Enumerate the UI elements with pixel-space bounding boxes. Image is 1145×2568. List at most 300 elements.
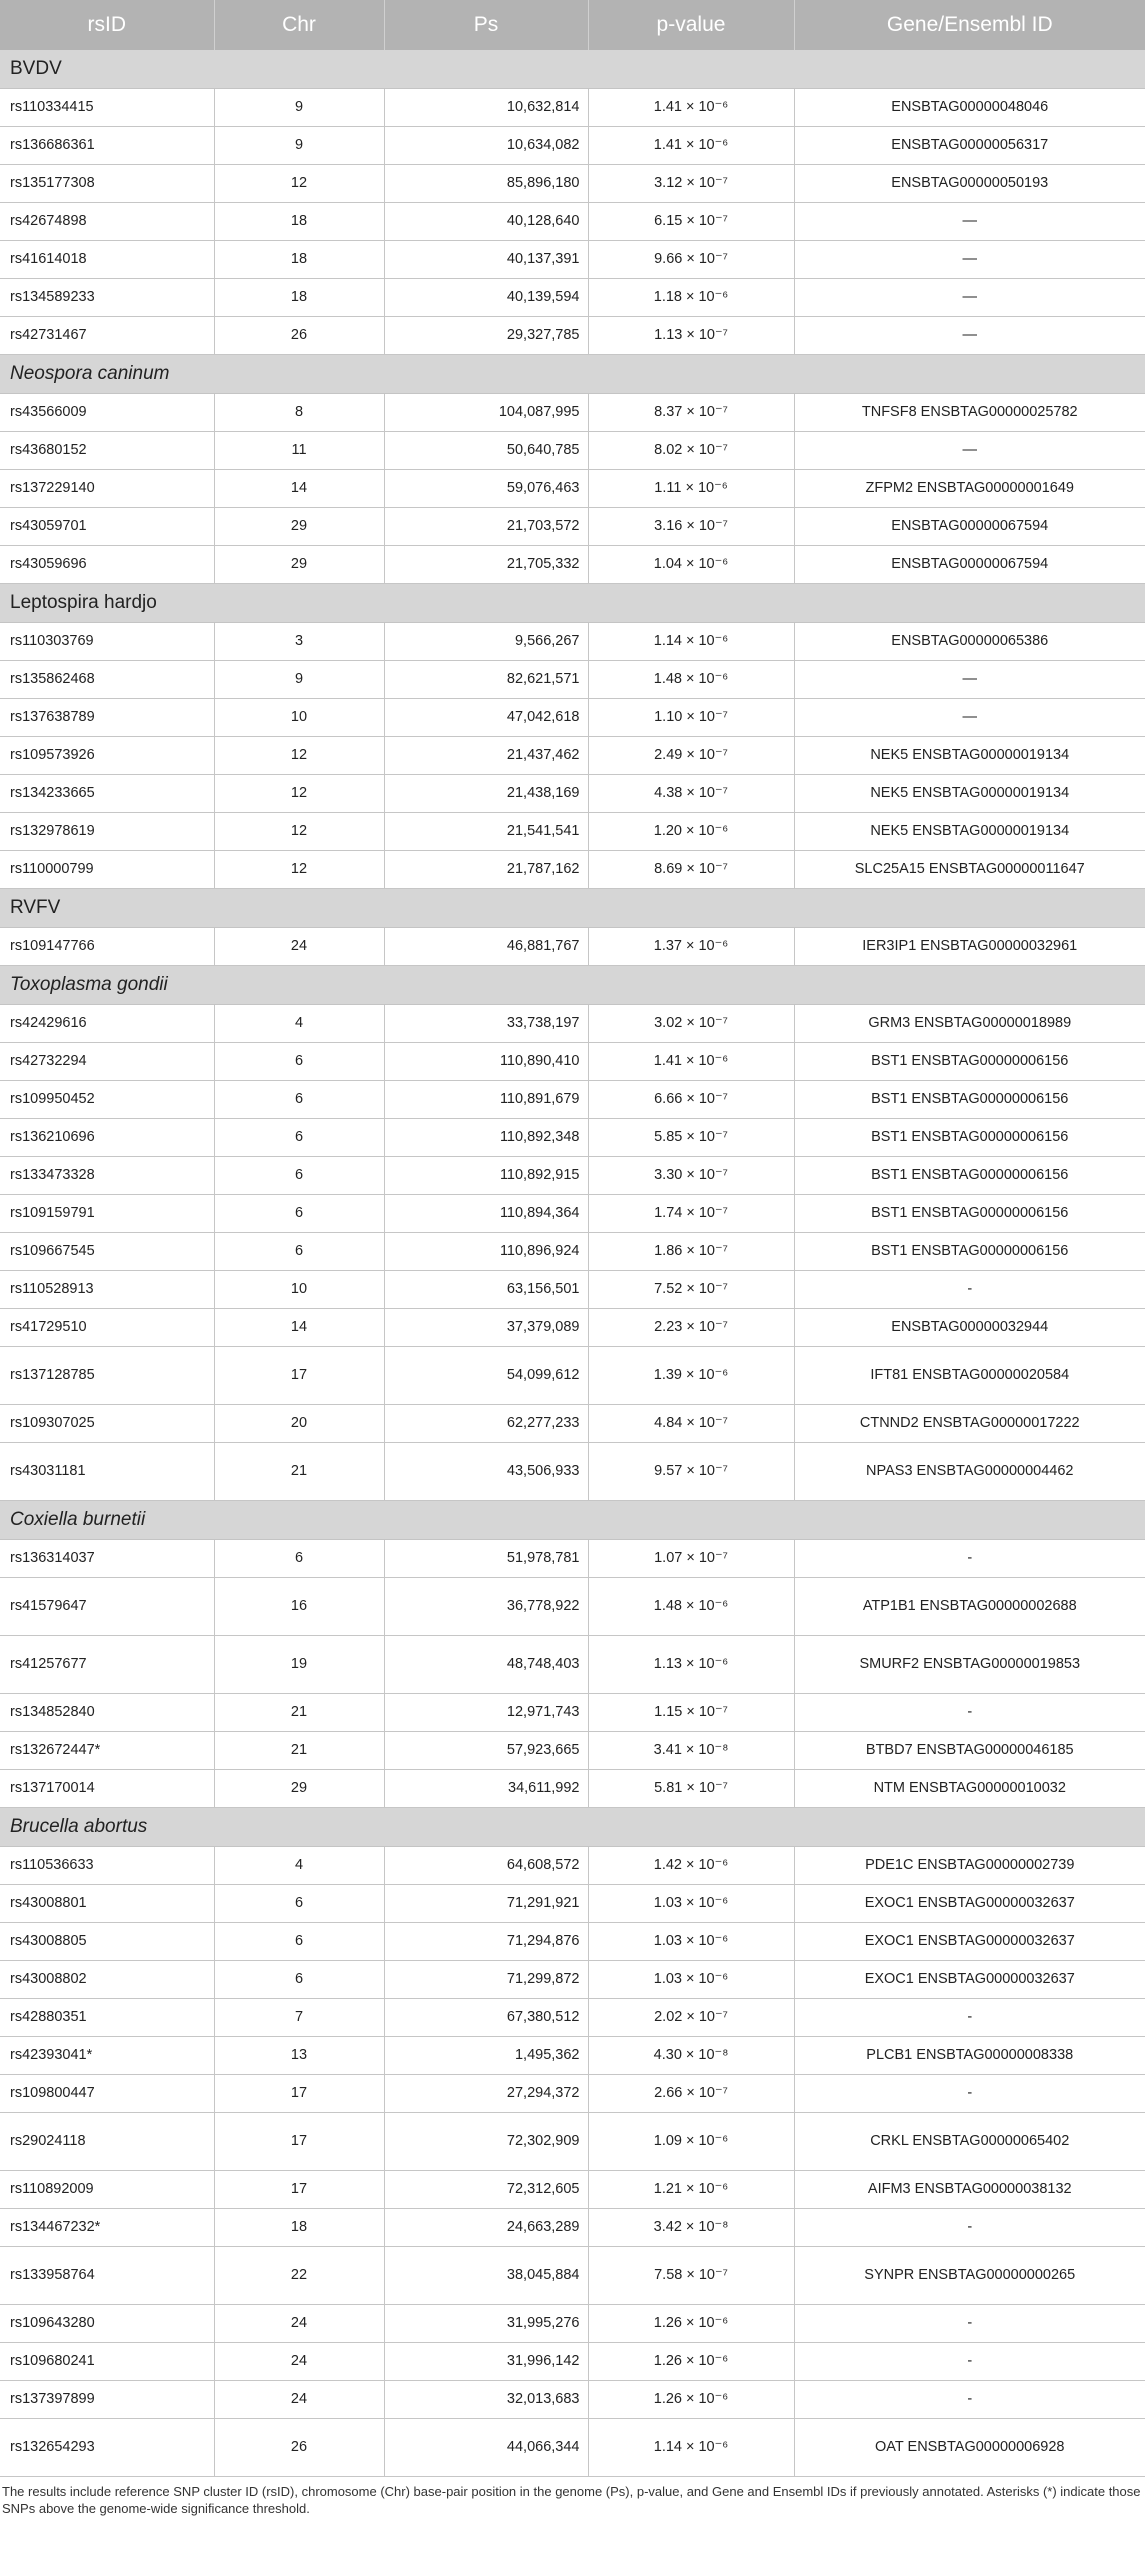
rsid-cell: rs132978619 xyxy=(0,813,214,851)
rsid-cell: rs41729510 xyxy=(0,1309,214,1347)
ps-cell: 27,294,372 xyxy=(384,2075,588,2113)
gene-cell: SYNPR ENSBTAG00000000265 xyxy=(794,2247,1145,2305)
ps-cell: 43,506,933 xyxy=(384,1443,588,1501)
table-body xyxy=(0,50,1145,2477)
ps-cell: 24,663,289 xyxy=(384,2209,588,2247)
table-row xyxy=(0,470,1145,508)
gene-cell: BTBD7 ENSBTAG00000046185 xyxy=(794,1732,1145,1770)
table-row xyxy=(0,1732,1145,1770)
pvalue-cell: 8.02 × 10⁻⁷ xyxy=(588,432,794,470)
table-row xyxy=(0,661,1145,699)
rsid-cell: rs42674898 xyxy=(0,203,214,241)
table-row xyxy=(0,2209,1145,2247)
table-row xyxy=(0,1443,1145,1501)
chr-cell: 21 xyxy=(214,1732,384,1770)
ps-cell: 71,291,921 xyxy=(384,1885,588,1923)
gene-cell: EXOC1 ENSBTAG00000032637 xyxy=(794,1923,1145,1961)
group-title: Brucella abortus xyxy=(0,1808,1145,1847)
gene-cell: AIFM3 ENSBTAG00000038132 xyxy=(794,2171,1145,2209)
rsid-cell: rs41579647 xyxy=(0,1578,214,1636)
table-row xyxy=(0,1540,1145,1578)
chr-cell: 17 xyxy=(214,1347,384,1405)
table-row xyxy=(0,737,1145,775)
header-ps: Ps xyxy=(384,0,588,50)
rsid-cell: rs42429616 xyxy=(0,1005,214,1043)
table-row xyxy=(0,813,1145,851)
pvalue-cell: 1.18 × 10⁻⁶ xyxy=(588,279,794,317)
group-title: BVDV xyxy=(0,50,1145,89)
table-footnote: The results include reference SNP cluster ID (rsID), chromosome (Chr) base-pair position in the genome (Ps), p-value, and Gene and Ensembl IDs if previously annotated. Asterisks (*) indicate those SNPs above the genome-wide significance threshold. xyxy=(2,2484,1141,2516)
ps-cell: 110,896,924 xyxy=(384,1233,588,1271)
pvalue-cell: 1.42 × 10⁻⁶ xyxy=(588,1847,794,1885)
table-row xyxy=(0,241,1145,279)
header-row xyxy=(0,0,1145,50)
ps-cell: 40,137,391 xyxy=(384,241,588,279)
rsid-cell: rs110334415 xyxy=(0,89,214,127)
chr-cell: 24 xyxy=(214,928,384,966)
rsid-cell: rs43031181 xyxy=(0,1443,214,1501)
rsid-cell: rs133958764 xyxy=(0,2247,214,2305)
pvalue-cell: 2.49 × 10⁻⁷ xyxy=(588,737,794,775)
ps-cell: 110,891,679 xyxy=(384,1081,588,1119)
gene-cell: — xyxy=(794,317,1145,355)
table-row xyxy=(0,851,1145,889)
table-row xyxy=(0,1961,1145,1999)
group-header-row xyxy=(0,584,1145,623)
pvalue-cell: 3.02 × 10⁻⁷ xyxy=(588,1005,794,1043)
gene-cell: PLCB1 ENSBTAG00000008338 xyxy=(794,2037,1145,2075)
ps-cell: 85,896,180 xyxy=(384,165,588,203)
group-title: RVFV xyxy=(0,889,1145,928)
pvalue-cell: 8.37 × 10⁻⁷ xyxy=(588,394,794,432)
rsid-cell: rs109573926 xyxy=(0,737,214,775)
chr-cell: 26 xyxy=(214,2419,384,2477)
gene-cell: - xyxy=(794,1540,1145,1578)
ps-cell: 40,128,640 xyxy=(384,203,588,241)
rsid-cell: rs137170014 xyxy=(0,1770,214,1808)
pvalue-cell: 1.41 × 10⁻⁶ xyxy=(588,1043,794,1081)
gene-cell: - xyxy=(794,1694,1145,1732)
header-chr: Chr xyxy=(214,0,384,50)
pvalue-cell: 3.30 × 10⁻⁷ xyxy=(588,1157,794,1195)
table-row xyxy=(0,279,1145,317)
rsid-cell: rs132654293 xyxy=(0,2419,214,2477)
pvalue-cell: 5.85 × 10⁻⁷ xyxy=(588,1119,794,1157)
pvalue-cell: 6.66 × 10⁻⁷ xyxy=(588,1081,794,1119)
table-row xyxy=(0,1847,1145,1885)
gene-cell: BST1 ENSBTAG00000006156 xyxy=(794,1119,1145,1157)
ps-cell: 110,894,364 xyxy=(384,1195,588,1233)
gene-cell: NPAS3 ENSBTAG00000004462 xyxy=(794,1443,1145,1501)
table-row xyxy=(0,2381,1145,2419)
chr-cell: 18 xyxy=(214,279,384,317)
table-row xyxy=(0,508,1145,546)
ps-cell: 33,738,197 xyxy=(384,1005,588,1043)
ps-cell: 54,099,612 xyxy=(384,1347,588,1405)
rsid-cell: rs133473328 xyxy=(0,1157,214,1195)
table-row xyxy=(0,1157,1145,1195)
table-row xyxy=(0,1578,1145,1636)
chr-cell: 13 xyxy=(214,2037,384,2075)
rsid-cell: rs42880351 xyxy=(0,1999,214,2037)
ps-cell: 57,923,665 xyxy=(384,1732,588,1770)
ps-cell: 31,996,142 xyxy=(384,2343,588,2381)
pvalue-cell: 2.02 × 10⁻⁷ xyxy=(588,1999,794,2037)
rsid-cell: rs109159791 xyxy=(0,1195,214,1233)
rsid-cell: rs41614018 xyxy=(0,241,214,279)
ps-cell: 21,541,541 xyxy=(384,813,588,851)
table-row xyxy=(0,317,1145,355)
gene-cell: ATP1B1 ENSBTAG00000002688 xyxy=(794,1578,1145,1636)
chr-cell: 4 xyxy=(214,1005,384,1043)
table-row xyxy=(0,1081,1145,1119)
table-row xyxy=(0,2247,1145,2305)
chr-cell: 10 xyxy=(214,1271,384,1309)
chr-cell: 9 xyxy=(214,89,384,127)
ps-cell: 21,703,572 xyxy=(384,508,588,546)
ps-cell: 1,495,362 xyxy=(384,2037,588,2075)
ps-cell: 38,045,884 xyxy=(384,2247,588,2305)
group-header-row xyxy=(0,355,1145,394)
pvalue-cell: 6.15 × 10⁻⁷ xyxy=(588,203,794,241)
chr-cell: 6 xyxy=(214,1540,384,1578)
gene-cell: - xyxy=(794,2343,1145,2381)
pvalue-cell: 3.16 × 10⁻⁷ xyxy=(588,508,794,546)
rsid-cell: rs134852840 xyxy=(0,1694,214,1732)
rsid-cell: rs42731467 xyxy=(0,317,214,355)
table-row xyxy=(0,89,1145,127)
rsid-cell: rs110303769 xyxy=(0,623,214,661)
table-row xyxy=(0,1885,1145,1923)
chr-cell: 21 xyxy=(214,1443,384,1501)
pvalue-cell: 1.48 × 10⁻⁶ xyxy=(588,661,794,699)
rsid-cell: rs109147766 xyxy=(0,928,214,966)
gene-cell: NEK5 ENSBTAG00000019134 xyxy=(794,813,1145,851)
ps-cell: 10,634,082 xyxy=(384,127,588,165)
rsid-cell: rs109680241 xyxy=(0,2343,214,2381)
pvalue-cell: 4.30 × 10⁻⁸ xyxy=(588,2037,794,2075)
gene-cell: - xyxy=(794,1271,1145,1309)
gene-cell: GRM3 ENSBTAG00000018989 xyxy=(794,1005,1145,1043)
chr-cell: 12 xyxy=(214,813,384,851)
table-row xyxy=(0,1195,1145,1233)
chr-cell: 9 xyxy=(214,127,384,165)
chr-cell: 26 xyxy=(214,317,384,355)
header-rsid: rsID xyxy=(0,0,214,50)
pvalue-cell: 1.03 × 10⁻⁶ xyxy=(588,1923,794,1961)
chr-cell: 8 xyxy=(214,394,384,432)
gene-cell: IFT81 ENSBTAG00000020584 xyxy=(794,1347,1145,1405)
table-row xyxy=(0,2113,1145,2171)
pvalue-cell: 1.03 × 10⁻⁶ xyxy=(588,1961,794,1999)
table-row xyxy=(0,432,1145,470)
gene-cell: — xyxy=(794,432,1145,470)
ps-cell: 67,380,512 xyxy=(384,1999,588,2037)
ps-cell: 37,379,089 xyxy=(384,1309,588,1347)
table-row xyxy=(0,1636,1145,1694)
group-header-row xyxy=(0,50,1145,89)
ps-cell: 40,139,594 xyxy=(384,279,588,317)
pvalue-cell: 4.38 × 10⁻⁷ xyxy=(588,775,794,813)
rsid-cell: rs132672447* xyxy=(0,1732,214,1770)
group-header-row xyxy=(0,966,1145,1005)
chr-cell: 18 xyxy=(214,241,384,279)
chr-cell: 17 xyxy=(214,2075,384,2113)
ps-cell: 12,971,743 xyxy=(384,1694,588,1732)
table-row xyxy=(0,1999,1145,2037)
pvalue-cell: 1.03 × 10⁻⁶ xyxy=(588,1885,794,1923)
table-row xyxy=(0,2419,1145,2477)
gene-cell: CRKL ENSBTAG00000065402 xyxy=(794,2113,1145,2171)
rsid-cell: rs137638789 xyxy=(0,699,214,737)
ps-cell: 48,748,403 xyxy=(384,1636,588,1694)
chr-cell: 21 xyxy=(214,1694,384,1732)
chr-cell: 4 xyxy=(214,1847,384,1885)
chr-cell: 19 xyxy=(214,1636,384,1694)
table-row xyxy=(0,1233,1145,1271)
ps-cell: 34,611,992 xyxy=(384,1770,588,1808)
ps-cell: 71,294,876 xyxy=(384,1923,588,1961)
gene-cell: — xyxy=(794,279,1145,317)
rsid-cell: rs109667545 xyxy=(0,1233,214,1271)
ps-cell: 50,640,785 xyxy=(384,432,588,470)
rsid-cell: rs43008801 xyxy=(0,1885,214,1923)
gene-cell: SMURF2 ENSBTAG00000019853 xyxy=(794,1636,1145,1694)
pvalue-cell: 1.26 × 10⁻⁶ xyxy=(588,2343,794,2381)
table-row xyxy=(0,1770,1145,1808)
gene-cell: TNFSF8 ENSBTAG00000025782 xyxy=(794,394,1145,432)
header-pvalue: p-value xyxy=(588,0,794,50)
table-row xyxy=(0,775,1145,813)
pvalue-cell: 3.12 × 10⁻⁷ xyxy=(588,165,794,203)
chr-cell: 18 xyxy=(214,203,384,241)
chr-cell: 6 xyxy=(214,1081,384,1119)
gene-cell: - xyxy=(794,2075,1145,2113)
ps-cell: 110,890,410 xyxy=(384,1043,588,1081)
gene-cell: EXOC1 ENSBTAG00000032637 xyxy=(794,1885,1145,1923)
gene-cell: BST1 ENSBTAG00000006156 xyxy=(794,1233,1145,1271)
gene-cell: ENSBTAG00000032944 xyxy=(794,1309,1145,1347)
gene-cell: PDE1C ENSBTAG00000002739 xyxy=(794,1847,1145,1885)
pvalue-cell: 2.23 × 10⁻⁷ xyxy=(588,1309,794,1347)
ps-cell: 21,705,332 xyxy=(384,546,588,584)
table-row xyxy=(0,2171,1145,2209)
gene-cell: NTM ENSBTAG00000010032 xyxy=(794,1770,1145,1808)
pvalue-cell: 1.74 × 10⁻⁷ xyxy=(588,1195,794,1233)
rsid-cell: rs43059701 xyxy=(0,508,214,546)
table-row xyxy=(0,2075,1145,2113)
ps-cell: 82,621,571 xyxy=(384,661,588,699)
gene-cell: ZFPM2 ENSBTAG00000001649 xyxy=(794,470,1145,508)
ps-cell: 29,327,785 xyxy=(384,317,588,355)
rsid-cell: rs135177308 xyxy=(0,165,214,203)
group-header-row xyxy=(0,889,1145,928)
pvalue-cell: 7.52 × 10⁻⁷ xyxy=(588,1271,794,1309)
table-row xyxy=(0,1405,1145,1443)
rsid-cell: rs43008802 xyxy=(0,1961,214,1999)
ps-cell: 71,299,872 xyxy=(384,1961,588,1999)
chr-cell: 12 xyxy=(214,165,384,203)
table-row xyxy=(0,127,1145,165)
chr-cell: 17 xyxy=(214,2113,384,2171)
chr-cell: 7 xyxy=(214,1999,384,2037)
chr-cell: 10 xyxy=(214,699,384,737)
pvalue-cell: 3.41 × 10⁻⁸ xyxy=(588,1732,794,1770)
group-header-row xyxy=(0,1501,1145,1540)
rsid-cell: rs43059696 xyxy=(0,546,214,584)
table-row xyxy=(0,2037,1145,2075)
ps-cell: 31,995,276 xyxy=(384,2305,588,2343)
table-row xyxy=(0,1309,1145,1347)
pvalue-cell: 1.26 × 10⁻⁶ xyxy=(588,2381,794,2419)
pvalue-cell: 1.09 × 10⁻⁶ xyxy=(588,2113,794,2171)
gene-cell: BST1 ENSBTAG00000006156 xyxy=(794,1081,1145,1119)
table-row xyxy=(0,1271,1145,1309)
chr-cell: 6 xyxy=(214,1961,384,1999)
gene-cell: - xyxy=(794,2305,1145,2343)
ps-cell: 59,076,463 xyxy=(384,470,588,508)
chr-cell: 12 xyxy=(214,737,384,775)
pvalue-cell: 4.84 × 10⁻⁷ xyxy=(588,1405,794,1443)
table-row xyxy=(0,1043,1145,1081)
rsid-cell: rs41257677 xyxy=(0,1636,214,1694)
group-title: Coxiella burnetii xyxy=(0,1501,1145,1540)
pvalue-cell: 1.20 × 10⁻⁶ xyxy=(588,813,794,851)
ps-cell: 62,277,233 xyxy=(384,1405,588,1443)
gene-cell: ENSBTAG00000056317 xyxy=(794,127,1145,165)
table-row xyxy=(0,623,1145,661)
ps-cell: 9,566,267 xyxy=(384,623,588,661)
chr-cell: 14 xyxy=(214,1309,384,1347)
pvalue-cell: 5.81 × 10⁻⁷ xyxy=(588,1770,794,1808)
table-row xyxy=(0,928,1145,966)
rsid-cell: rs134233665 xyxy=(0,775,214,813)
rsid-cell: rs42393041* xyxy=(0,2037,214,2075)
gene-cell: ENSBTAG00000067594 xyxy=(794,546,1145,584)
rsid-cell: rs109950452 xyxy=(0,1081,214,1119)
gene-cell: SLC25A15 ENSBTAG00000011647 xyxy=(794,851,1145,889)
pvalue-cell: 1.37 × 10⁻⁶ xyxy=(588,928,794,966)
rsid-cell: rs136210696 xyxy=(0,1119,214,1157)
rsid-cell: rs43008805 xyxy=(0,1923,214,1961)
rsid-cell: rs110528913 xyxy=(0,1271,214,1309)
ps-cell: 51,978,781 xyxy=(384,1540,588,1578)
rsid-cell: rs136686361 xyxy=(0,127,214,165)
pvalue-cell: 1.14 × 10⁻⁶ xyxy=(588,623,794,661)
pvalue-cell: 1.10 × 10⁻⁷ xyxy=(588,699,794,737)
gene-cell: ENSBTAG00000065386 xyxy=(794,623,1145,661)
rsid-cell: rs43566009 xyxy=(0,394,214,432)
group-title: Leptospira hardjo xyxy=(0,584,1145,623)
pvalue-cell: 1.11 × 10⁻⁶ xyxy=(588,470,794,508)
group-header-row xyxy=(0,1808,1145,1847)
chr-cell: 20 xyxy=(214,1405,384,1443)
chr-cell: 22 xyxy=(214,2247,384,2305)
ps-cell: 63,156,501 xyxy=(384,1271,588,1309)
table-row xyxy=(0,2343,1145,2381)
rsid-cell: rs134589233 xyxy=(0,279,214,317)
pvalue-cell: 1.39 × 10⁻⁶ xyxy=(588,1347,794,1405)
table-row xyxy=(0,165,1145,203)
pvalue-cell: 1.04 × 10⁻⁶ xyxy=(588,546,794,584)
group-title: Toxoplasma gondii xyxy=(0,966,1145,1005)
table-row xyxy=(0,394,1145,432)
chr-cell: 14 xyxy=(214,470,384,508)
rsid-cell: rs137229140 xyxy=(0,470,214,508)
gene-cell: - xyxy=(794,2209,1145,2247)
table-row xyxy=(0,1347,1145,1405)
rsid-cell: rs109307025 xyxy=(0,1405,214,1443)
gene-cell: IER3IP1 ENSBTAG00000032961 xyxy=(794,928,1145,966)
ps-cell: 44,066,344 xyxy=(384,2419,588,2477)
gene-cell: NEK5 ENSBTAG00000019134 xyxy=(794,775,1145,813)
chr-cell: 6 xyxy=(214,1119,384,1157)
table-header xyxy=(0,0,1145,50)
pvalue-cell: 8.69 × 10⁻⁷ xyxy=(588,851,794,889)
chr-cell: 6 xyxy=(214,1233,384,1271)
pvalue-cell: 3.42 × 10⁻⁸ xyxy=(588,2209,794,2247)
ps-cell: 21,437,462 xyxy=(384,737,588,775)
table-row xyxy=(0,203,1145,241)
gene-cell: — xyxy=(794,203,1145,241)
table-row xyxy=(0,699,1145,737)
chr-cell: 16 xyxy=(214,1578,384,1636)
gene-cell: — xyxy=(794,661,1145,699)
chr-cell: 9 xyxy=(214,661,384,699)
table-row xyxy=(0,1005,1145,1043)
pvalue-cell: 1.26 × 10⁻⁶ xyxy=(588,2305,794,2343)
rsid-cell: rs110000799 xyxy=(0,851,214,889)
rsid-cell: rs29024118 xyxy=(0,2113,214,2171)
gene-cell: EXOC1 ENSBTAG00000032637 xyxy=(794,1961,1145,1999)
chr-cell: 11 xyxy=(214,432,384,470)
pvalue-cell: 1.21 × 10⁻⁶ xyxy=(588,2171,794,2209)
pvalue-cell: 1.13 × 10⁻⁶ xyxy=(588,1636,794,1694)
gene-cell: - xyxy=(794,1999,1145,2037)
pvalue-cell: 1.86 × 10⁻⁷ xyxy=(588,1233,794,1271)
gene-cell: — xyxy=(794,699,1145,737)
ps-cell: 32,013,683 xyxy=(384,2381,588,2419)
header-gene: Gene/Ensembl ID xyxy=(794,0,1145,50)
rsid-cell: rs137397899 xyxy=(0,2381,214,2419)
ps-cell: 21,787,162 xyxy=(384,851,588,889)
rsid-cell: rs135862468 xyxy=(0,661,214,699)
gene-cell: OAT ENSBTAG00000006928 xyxy=(794,2419,1145,2477)
chr-cell: 18 xyxy=(214,2209,384,2247)
ps-cell: 110,892,348 xyxy=(384,1119,588,1157)
table-row xyxy=(0,1923,1145,1961)
ps-cell: 72,302,909 xyxy=(384,2113,588,2171)
gene-cell: ENSBTAG00000048046 xyxy=(794,89,1145,127)
pvalue-cell: 1.07 × 10⁻⁷ xyxy=(588,1540,794,1578)
rsid-cell: rs110892009 xyxy=(0,2171,214,2209)
ps-cell: 64,608,572 xyxy=(384,1847,588,1885)
pvalue-cell: 2.66 × 10⁻⁷ xyxy=(588,2075,794,2113)
rsid-cell: rs137128785 xyxy=(0,1347,214,1405)
pvalue-cell: 9.57 × 10⁻⁷ xyxy=(588,1443,794,1501)
chr-cell: 12 xyxy=(214,851,384,889)
rsid-cell: rs136314037 xyxy=(0,1540,214,1578)
gene-cell: CTNND2 ENSBTAG00000017222 xyxy=(794,1405,1145,1443)
rsid-cell: rs43680152 xyxy=(0,432,214,470)
gene-cell: BST1 ENSBTAG00000006156 xyxy=(794,1195,1145,1233)
group-title: Neospora caninum xyxy=(0,355,1145,394)
ps-cell: 104,087,995 xyxy=(384,394,588,432)
chr-cell: 12 xyxy=(214,775,384,813)
table-row xyxy=(0,546,1145,584)
chr-cell: 6 xyxy=(214,1885,384,1923)
ps-cell: 46,881,767 xyxy=(384,928,588,966)
